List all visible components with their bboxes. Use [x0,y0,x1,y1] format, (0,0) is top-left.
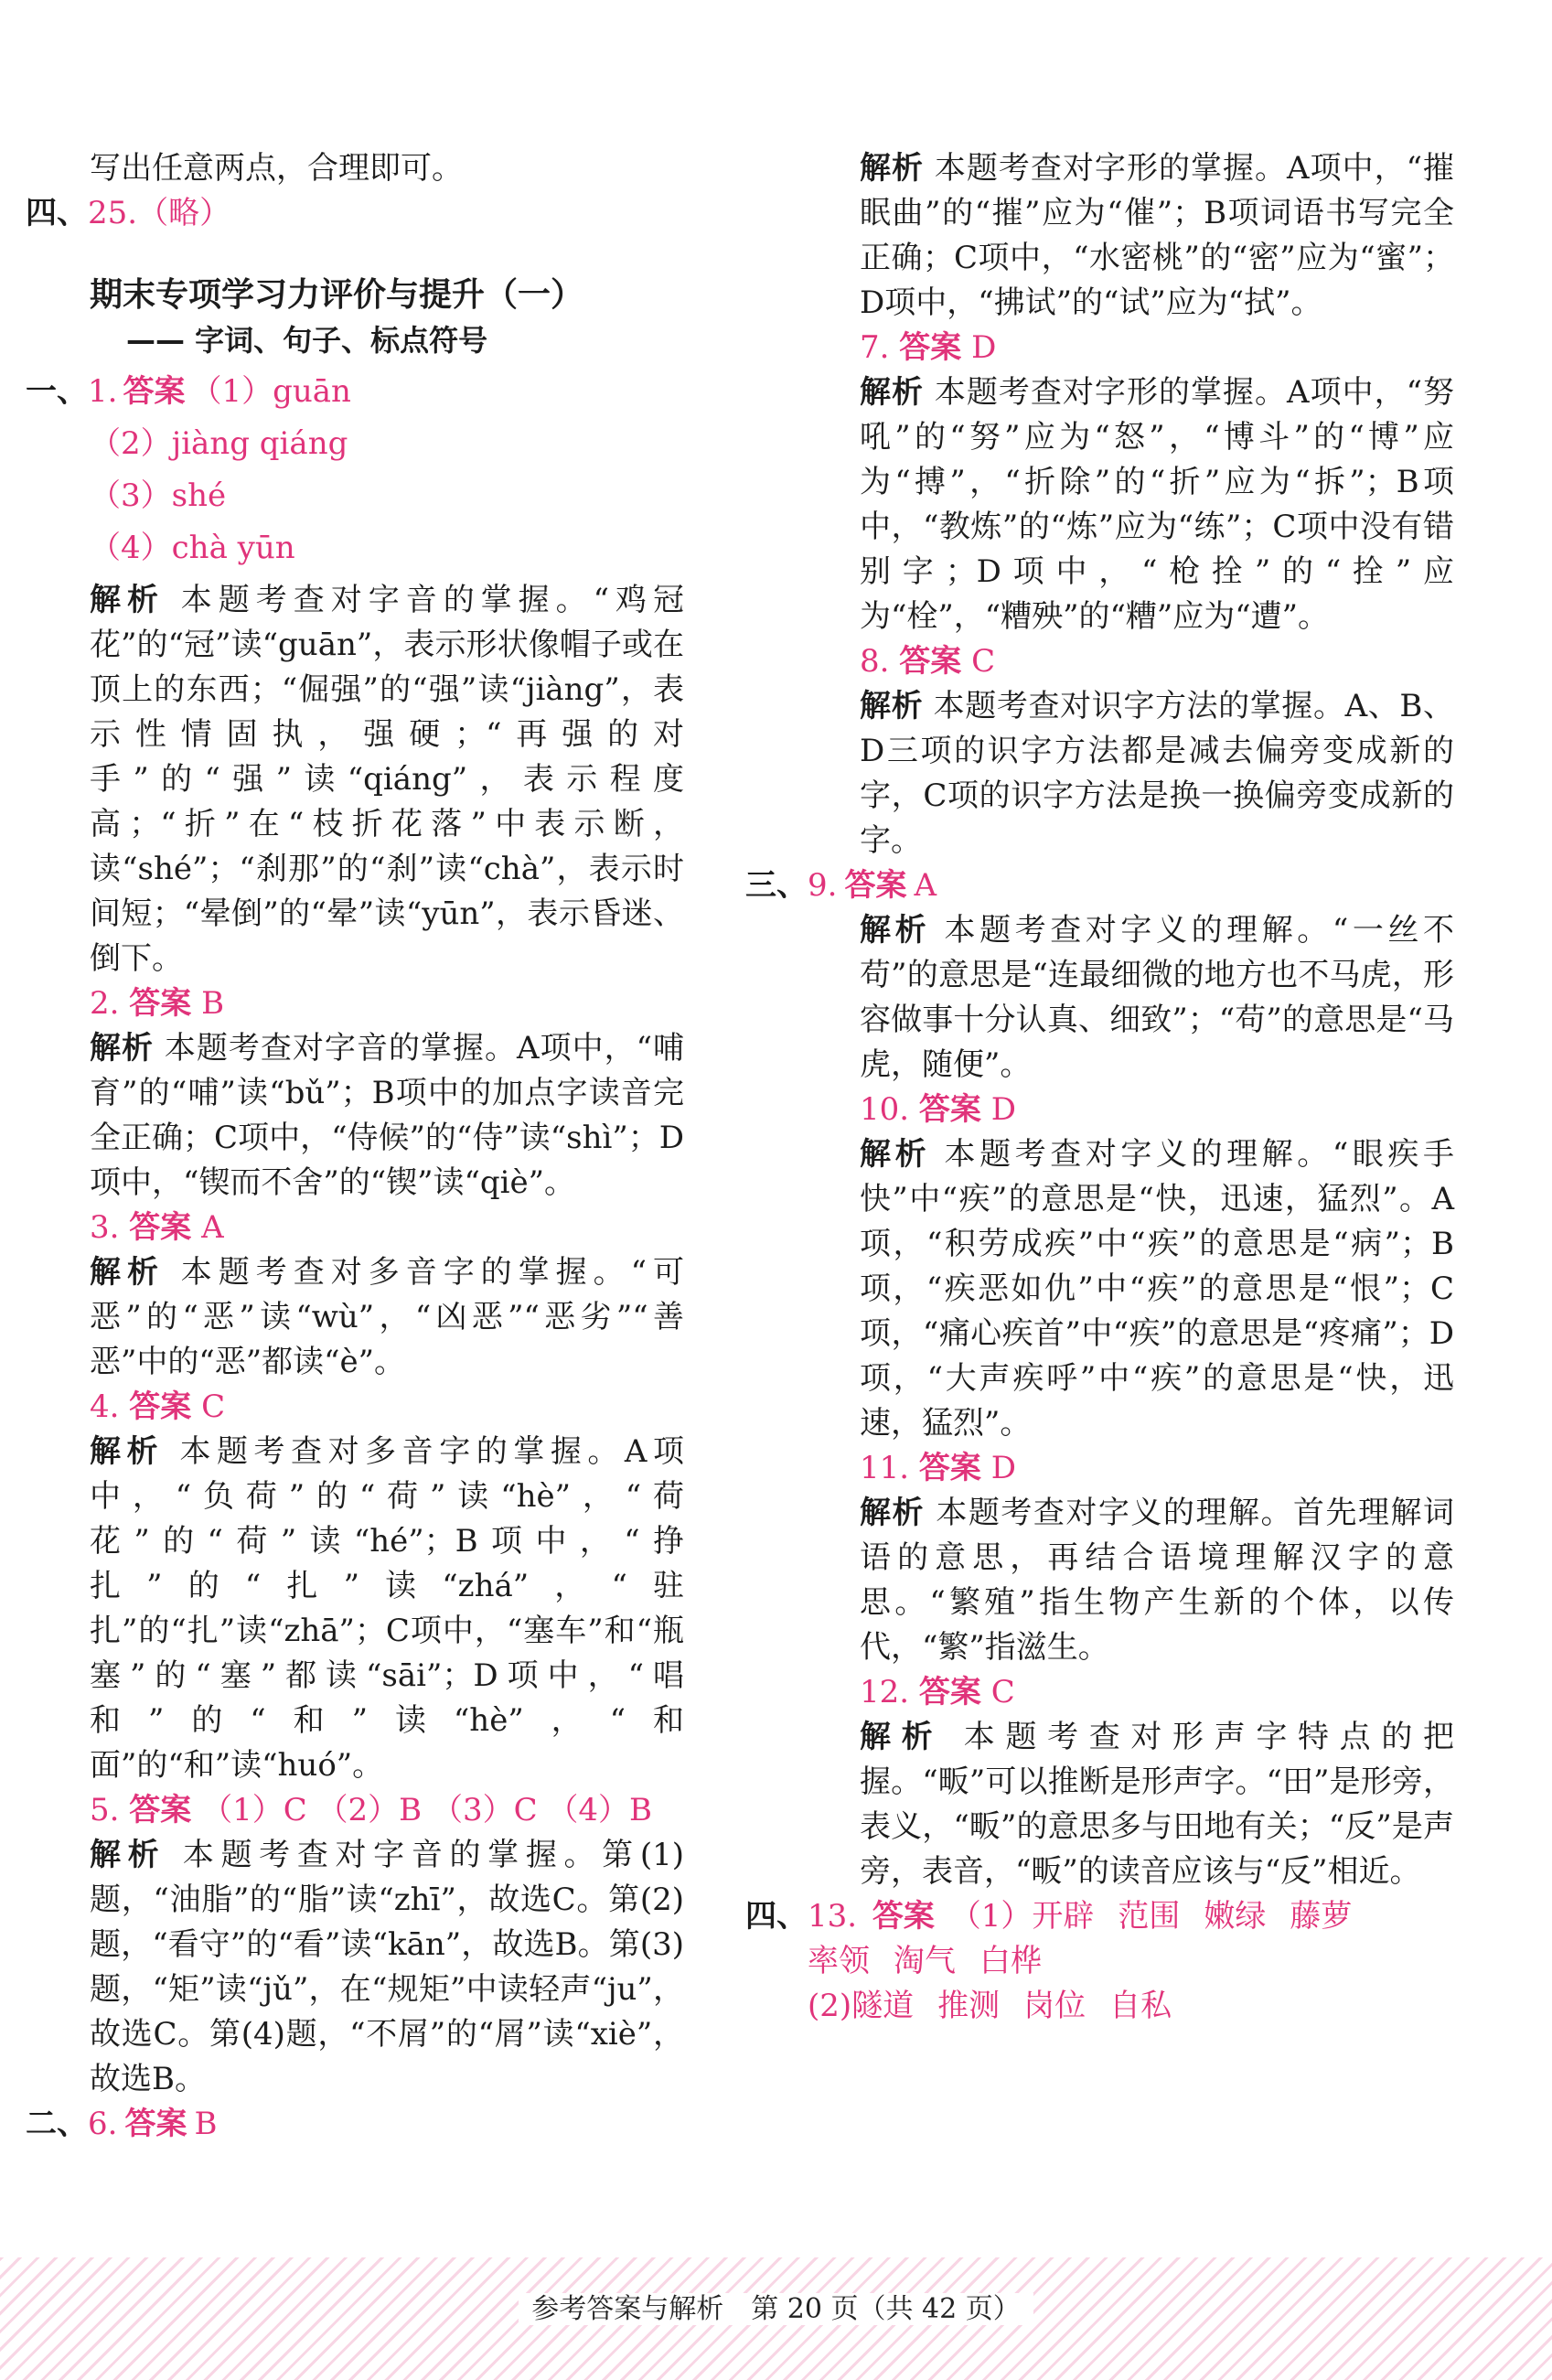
answer-label: 答案 [899,329,962,366]
section-four-item [26,191,684,236]
answer-label: 答案 [129,985,192,1022]
question-number: 7. [860,329,890,366]
item-25: 25.（略） [88,195,231,231]
answer-value: B [201,985,225,1022]
question-number: 2. [90,985,120,1022]
question-6-answer [26,2102,684,2147]
analysis-text: 本题考查对字形的掌握。A项中，“摧眠曲”的“摧”应为“催”；B项词语书写完全正确；C项中，“水密桃”的“密”应为“蜜”；D项中，“拂试”的“试”应为“拭”。 [860,150,1455,321]
analysis-text: 本题考查对字义的理解。“眼疾手快”中“疾”的意思是“快，迅速，猛烈”。A项，“积劳成疾”中“疾”的意思是“病”；B项，“疾恶如仇”中“疾”的意思是“恨”；C项，“痛心疾首”中“疾”的意思是“疼痛”；D项，“大声疾呼”中“疾”的意思是“快，迅速，猛烈”。 [860,1136,1454,1442]
page-title: 期末专项学习力评价与提升（一） [90,276,584,314]
answer-label: 答案 [844,867,907,904]
analysis-label: 解析 [860,912,931,949]
answer-value: A [201,1209,224,1246]
word: 岗位 [1023,1988,1086,2024]
analysis-label: 解析 [860,1495,926,1531]
section-label: 一、 [26,373,88,410]
answer-line-1: （1）guān [190,373,351,410]
question-7-answer [796,326,1454,370]
answer-label: 答案 [123,373,186,410]
answer-label: 答案 [129,1388,192,1425]
analysis-text: 本题考查对字义的理解。“一丝不苟”的意思是“连最细微的地方也不马虎，形容做事十分认真、细致”；“苟”的意思是“马虎，随便”。 [860,912,1454,1083]
analysis-label: 解析 [860,374,925,411]
question-number: 10. [860,1091,910,1128]
question-10-answer [796,1088,1454,1132]
question-number: 11. [860,1450,910,1486]
answer-label: 答案 [872,1898,935,1935]
word: 率领 [808,1943,870,1979]
answer-label: 答案 [129,1792,192,1828]
page-footer [0,2291,1552,2328]
analysis-text: 本题考查对识字方法的掌握。A、B、D三项的识字方法都是减去偏旁变成新的字，C项的识字方法是换一换偏旁变成新的字。 [860,688,1454,859]
question-13-answer [745,1894,1454,2029]
analysis-label: 解析 [860,150,925,187]
analysis-label: 解析 [90,1837,166,1873]
word: 自私 [1109,1988,1172,2024]
analysis-label: 解析 [860,1136,931,1173]
answer-value: C [990,1674,1015,1710]
answer-label: 答案 [124,2106,187,2142]
analysis-label: 解析 [90,1030,155,1067]
analysis-7 [796,370,1454,639]
analysis-label: 解析 [90,1433,165,1470]
answer-value: D [971,329,997,366]
analysis-8 [796,684,1454,863]
analysis-10 [796,1132,1454,1446]
analysis-text: 本题考查对多音字的掌握。“可恶”的“恶”读“wù”，“凶恶”“恶劣”“善恶”中的“恶”都读“è”。 [90,1254,684,1380]
analysis-text: 本题考查对字义的理解。首先理解词语的意思，再结合语境理解汉字的意思。“繁殖”指生物产生新的个体，以传代，“繁”指滋生。 [860,1495,1455,1666]
word: 开辟 [1032,1898,1095,1935]
question-number: 1. [88,373,118,410]
question-number: 8. [860,643,890,680]
question-number: 13. [808,1898,858,1935]
question-number: 6. [88,2106,118,2142]
word: 嫩绿 [1204,1898,1267,1935]
answer-value: B [194,2106,218,2142]
answer-value: C [971,643,996,680]
question-number: 3. [90,1209,120,1246]
left-column [26,146,684,2147]
section-label: 四、 [745,1898,808,1935]
answer-label: 答案 [918,1450,981,1486]
question-12-answer [796,1670,1454,1715]
question-3-answer [26,1206,684,1250]
word: 白桦 [979,1943,1042,1979]
answer-value: （1）C （2）B （3）C （4）B [201,1792,653,1828]
part-1-label: （1） [949,1898,1033,1935]
analysis-text: 本题考查对字音的掌握。“鸡冠花”的“冠”读“guān”，表示形状像帽子或在顶上的东西；“倔强”的“强”读“jiàng”，表示性情固执，强硬；“再强的对手”的“强”读“qiáng”，表示程度高；“折”在“枝折花落”中表示断，读“shé”；“刹那”的“刹”读“chà”，表示时间短；“晕倒”的“晕”读“yūn”，表示昏迷、倒下。 [90,582,684,977]
answer-line-2: （2）jiàng qiáng [90,425,348,462]
word: 范围 [1118,1898,1181,1935]
answer-label: 答案 [918,1091,981,1128]
word: 淘气 [894,1943,956,1979]
analysis-12 [796,1715,1454,1894]
footer-label: 参考答案与解析 第 20 页（共 42 页） [519,2293,1033,2325]
question-1-answer [26,370,684,414]
analysis-11 [796,1491,1454,1670]
analysis-label: 解析 [860,1719,944,1755]
analysis-4 [26,1430,684,1788]
answer-label: 答案 [129,1209,192,1246]
answer-value: D [990,1450,1016,1486]
section-label: 二、 [26,2106,88,2142]
question-9-answer [745,863,1454,908]
answer-value: C [201,1388,226,1425]
word: 隧道 [851,1988,915,2024]
question-number: 9. [808,867,838,904]
analysis-text: 本题考查对字音的掌握。第(1)题，“油脂”的“脂”读“zhī”，故选C。第(2)题，“看守”的“看”读“kān”，故选B。第(3)题，“矩”读“jǔ”，在“规矩”中读轻声“ju”，故选C。第(4)题，“不屑”的“屑”读“xiè”，故选B。 [90,1837,685,2097]
part-2-label: (2) [808,1988,852,2024]
analysis-label: 解析 [90,1254,165,1291]
answer-value: A [914,867,937,904]
analysis-label: 解析 [860,688,924,724]
answer-label: 答案 [899,643,962,680]
analysis-3 [26,1250,684,1385]
analysis-label: 解析 [90,582,165,618]
continuation-line: 写出任意两点，合理即可。 [90,150,463,187]
question-number: 4. [90,1388,120,1425]
section-label: 三、 [745,867,808,904]
answer-label: 答案 [918,1674,981,1710]
analysis-2 [26,1026,684,1206]
analysis-6 [796,146,1454,326]
section-label: 四、 [26,195,88,231]
question-8-answer [796,639,1454,684]
analysis-text: 本题考查对字形的掌握。A项中，“努吼”的“努”应为“怒”，“博斗”的“博”应为“搏”，“折除”的“折”应为“拆”；B项中，“教炼”的“炼”应为“练”；C项中没有错别字；D项中，“枪拴”的“拴”应为“栓”，“糟殃”的“糟”应为“遭”。 [860,374,1455,635]
analysis-9 [796,908,1454,1088]
answer-line-4: （4）chà yūn [90,530,295,566]
answer-value: D [990,1091,1016,1128]
question-2-answer [26,981,684,1026]
right-column [745,146,1455,2029]
analysis-5 [26,1833,684,2102]
question-4-answer [26,1385,684,1430]
analysis-text: 本题考查对形声字特点的把握。“畈”可以推断是形声字。“田”是形旁，表义，“畈”的意思多与田地有关；“反”是声旁，表音，“畈”的读音应该与“反”相近。 [860,1719,1454,1890]
answer-line-3: （3）shé [90,477,227,514]
analysis-text: 本题考查对多音字的掌握。A项中，“负荷”的“荷”读“hè”，“荷花”的“荷”读“hé”；B项中，“挣扎”的“扎”读“zhá”，“驻扎”的“扎”读“zhā”；C项中，“塞车”和“瓶塞”的“塞”都读“sāi”；D项中，“唱和”的“和”读“hè”，“和面”的“和”读“huó”。 [90,1433,684,1784]
question-number: 5. [90,1792,120,1828]
question-number: 12. [860,1674,910,1710]
word: 藤萝 [1290,1898,1353,1935]
question-5-answer [26,1788,684,1833]
analysis-text: 本题考查对字音的掌握。A项中，“哺育”的“哺”读“bǔ”；B项中的加点字读音完全正确；C项中，“侍候”的“侍”读“shì”；D项中，“锲而不舍”的“锲”读“qiè”。 [90,1030,685,1201]
analysis-1 [26,578,684,981]
question-11-answer [796,1446,1454,1491]
word: 推测 [937,1988,1001,2024]
page-subtitle: —— 字词、句子、标点符号 [126,323,488,358]
